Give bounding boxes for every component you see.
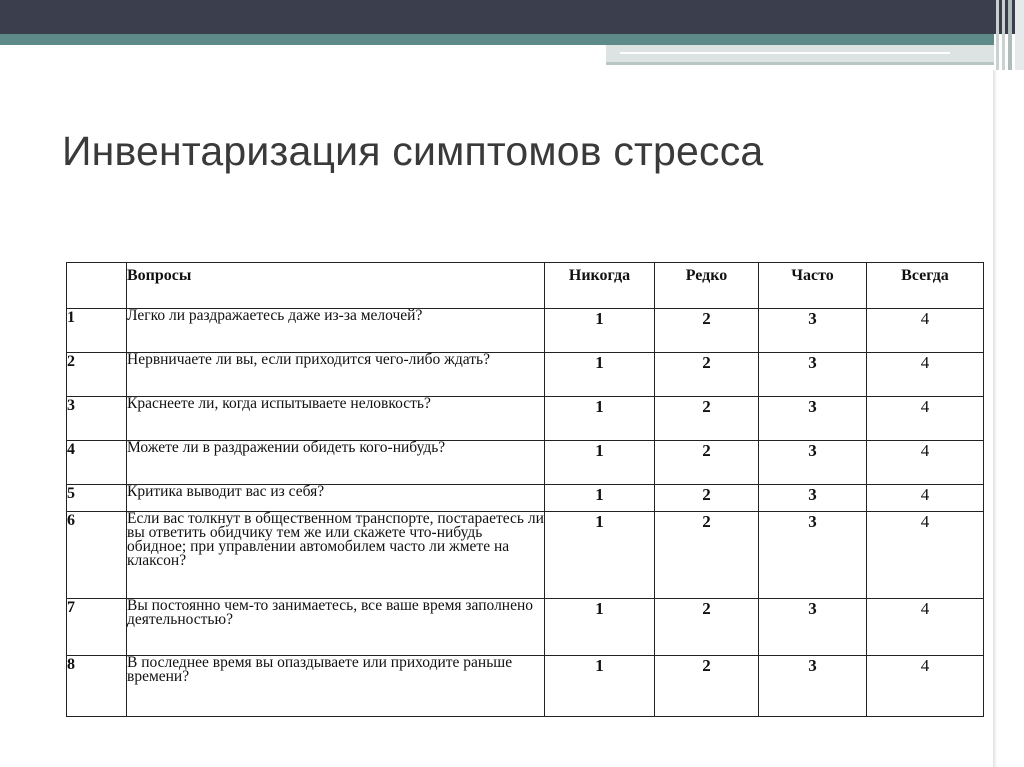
row-number: 3 [67,397,127,441]
row-number: 7 [67,599,127,656]
header-often: Часто [759,263,867,309]
row-number: 2 [67,353,127,397]
stress-inventory-table [66,262,984,717]
row-number: 5 [67,485,127,512]
question-text: Если вас толкнут в общественном транспорте, постараетесь ли вы ответить обидчику тем же или скажете что-нибудь обидное; при управлении автомобилем часто ли жмете на клаксон? [127,512,545,599]
score-rarely: 2 [655,485,759,512]
score-always: 4 [867,599,984,656]
score-rarely: 2 [655,397,759,441]
row-number: 1 [67,309,127,353]
score-never: 1 [545,353,655,397]
table-row [67,353,984,397]
row-number: 6 [67,512,127,599]
table-row [67,397,984,441]
score-always: 4 [867,485,984,512]
score-often: 3 [759,599,867,656]
header-always: Всегда [867,263,984,309]
score-always: 4 [867,656,984,717]
score-often: 3 [759,441,867,485]
score-rarely: 2 [655,441,759,485]
score-often: 3 [759,656,867,717]
score-always: 4 [867,397,984,441]
right-decor-stripe [1015,0,1024,70]
table-row [67,599,984,656]
question-text: Нервничаете ли вы, если приходится чего-либо ждать? [127,353,545,397]
score-never: 1 [545,397,655,441]
score-never: 1 [545,656,655,717]
question-text: Критика выводит вас из себя? [127,485,545,512]
score-always: 4 [867,441,984,485]
score-rarely: 2 [655,599,759,656]
score-often: 3 [759,397,867,441]
right-decor-stripe [996,0,999,70]
score-never: 1 [545,309,655,353]
table-row [67,656,984,717]
right-decor-stripe [1008,0,1012,70]
header-rarely: Редко [655,263,759,309]
table-row [67,485,984,512]
right-decor-stripe [1002,0,1005,70]
score-never: 1 [545,441,655,485]
header-number-cell [67,263,127,309]
score-rarely: 2 [655,353,759,397]
question-text: Можете ли в раздражении обидеть кого-нибудь? [127,441,545,485]
header-never: Никогда [545,263,655,309]
score-often: 3 [759,309,867,353]
header-questions: Вопросы [127,263,545,309]
score-often: 3 [759,485,867,512]
question-text: Вы постоянно чем-то занимаетесь, все ваше время заполнено деятельностью? [127,599,545,656]
row-number: 8 [67,656,127,717]
page-title: Инвентаризация симптомов стресса [62,128,764,174]
question-text: Легко ли раздражаетесь даже из-за мелочей? [127,309,545,353]
question-text: В последнее время вы опаздываете или приходите раньше времени? [127,656,545,717]
score-rarely: 2 [655,309,759,353]
score-never: 1 [545,485,655,512]
score-rarely: 2 [655,656,759,717]
score-always: 4 [867,309,984,353]
question-text: Краснеете ли, когда испытываете неловкость? [127,397,545,441]
accent-decor-bar [606,45,994,65]
score-always: 4 [867,353,984,397]
teal-decor-bar [0,34,994,45]
top-decor-bar [0,0,1024,34]
score-never: 1 [545,512,655,599]
table-header-row [67,263,984,309]
table-row [67,309,984,353]
table-row [67,441,984,485]
score-often: 3 [759,353,867,397]
score-often: 3 [759,512,867,599]
page-edge-shadow [993,70,997,767]
score-never: 1 [545,599,655,656]
row-number: 4 [67,441,127,485]
accent-decor-line [620,52,950,54]
score-rarely: 2 [655,512,759,599]
score-always: 4 [867,512,984,599]
table-row [67,512,984,599]
